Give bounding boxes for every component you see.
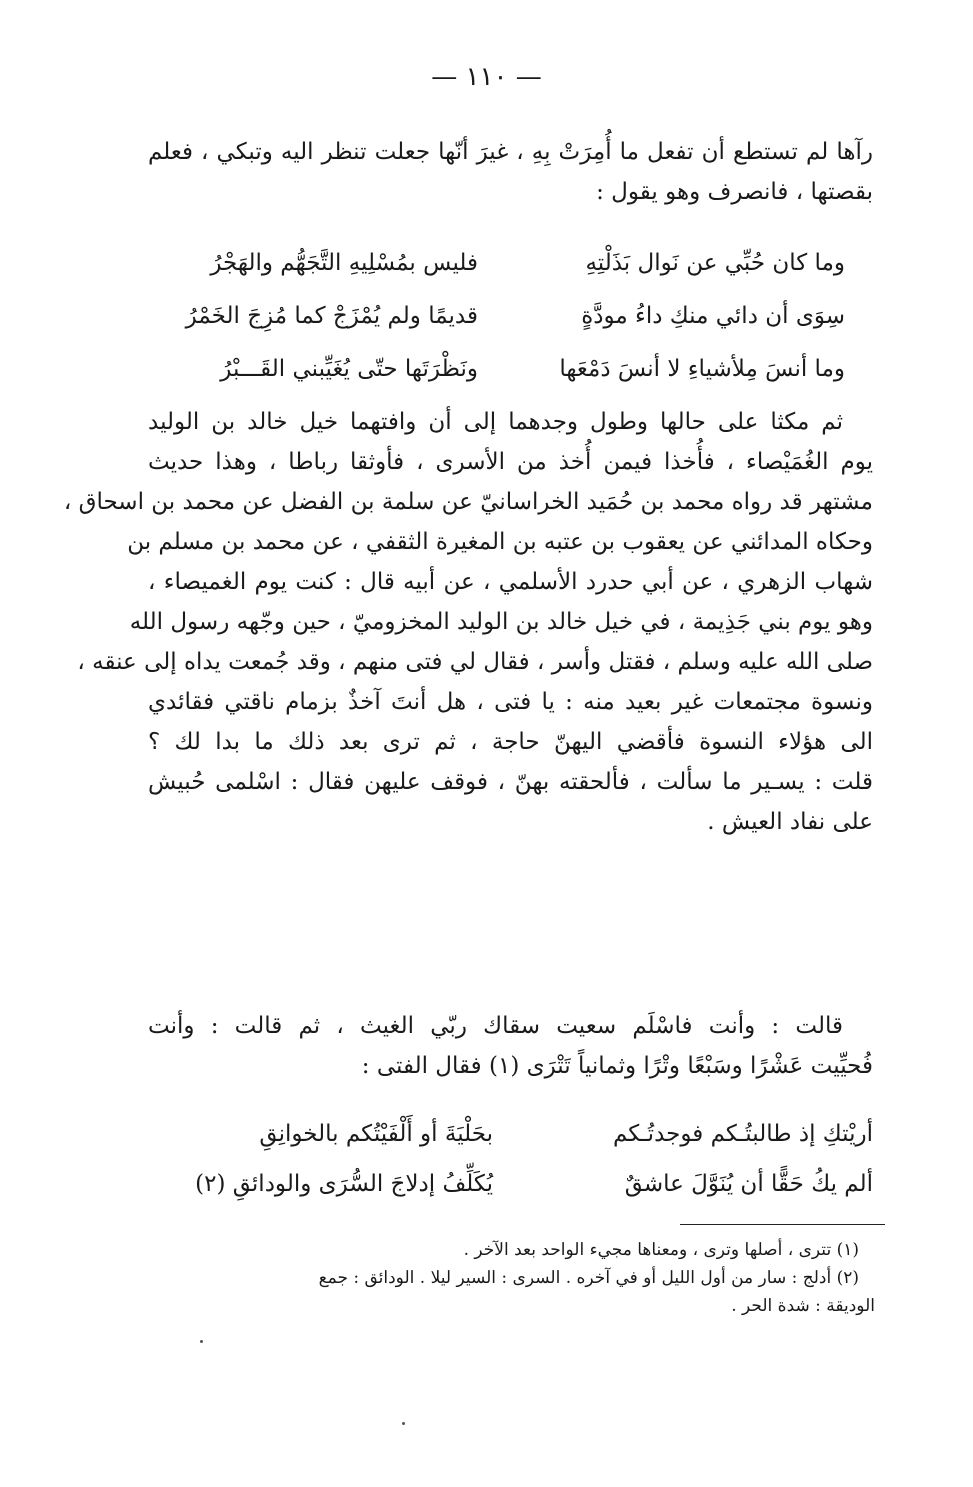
footnote-line: (٢) أدلج : سار من أول الليل أو في آخره . السرى : السير ليلا . الودائق : جمع [318, 1268, 859, 1288]
verse-first-hemistich: سِوَى أن دائي منكِ داءُ مودَّةٍ [581, 303, 845, 329]
verse-line [148, 349, 873, 389]
scan-speck [402, 1422, 405, 1425]
footnote-line: الوديقة : شدة الحر . [731, 1296, 875, 1316]
page-number: — ١١٠ — [431, 62, 542, 92]
paragraph-1 [148, 132, 873, 212]
text-line: مشتهر قد رواه محمد بن حُمَيد الخراسانيّ عن سلمة بن الفضل عن محمد بن اسحاق ، [63, 489, 873, 515]
verse-line [148, 1164, 873, 1204]
text-line: على نفاد العيش . [707, 809, 873, 835]
text-line: قلت : يسـير ما سألت ، فألحقته بهنّ ، فوقف عليهن فقال : اسْلمى حُبيش [148, 769, 873, 795]
text-line: وهو يوم بني جَذِيمة ، في خيل خالد بن الوليد المخزوميّ ، حين وجّهه رسول الله [129, 609, 873, 635]
footnotes [150, 1236, 875, 1320]
verse-line [148, 1114, 873, 1154]
verse-second-hemistich: بحَلْيَةَ أو أَلْفَيْتُكم بالخوانِقِ [259, 1121, 493, 1147]
footnote-line: (١) تترى ، أصلها وترى ، ومعناها مجيء الواحد بعد الآخر . [463, 1240, 859, 1260]
verse-first-hemistich: ألم يكُ حَقًّا أن يُنَوَّلَ عاشقٌ [624, 1171, 873, 1197]
text-line: شهاب الزهري ، عن أبي حدرد الأسلمي ، عن أبيه قال : كنت يوم الغميصاء ، [148, 569, 873, 595]
verse-line [148, 243, 873, 283]
poem-2 [148, 1114, 873, 1204]
text-line: قالت : وأنت فاسْلَم سعيت سقاك ربّي الغيث ، ثم قالت : وأنت [148, 1013, 843, 1039]
paragraph-2 [63, 402, 873, 842]
verse-second-hemistich: قديمًا ولم يُمْزَجْ كما مُزِجَ الخَمْرُ [185, 303, 478, 329]
footnote-divider [680, 1224, 885, 1225]
paragraph-3 [148, 1006, 873, 1086]
poem-1 [148, 243, 873, 389]
scan-speck [200, 1340, 203, 1343]
text-line: رآها لم تستطع أن تفعل ما أُمِرَتْ بِهِ ، غيرَ أنّها جعلت تنظر اليه وتبكي ، فعلم [148, 139, 873, 165]
verse-first-hemistich: وما كان حُبِّي عن نَوال بَذَلْتِهِ [585, 250, 845, 276]
verse-first-hemistich: أريْتكِ إذ طالبتُـكم فوجدتُـكم [612, 1121, 873, 1147]
verse-second-hemistich: يُكَلِّفُ إدلاجَ السُّرَى والودائقِ (٢) [195, 1171, 493, 1197]
text-line: يوم الغُمَيْصاء ، فأُخذا فيمن أُخذ من الأسرى ، فأوثقا رباطا ، وهذا حديث [148, 449, 873, 475]
verse-line [148, 296, 873, 336]
text-line: ثم مكثا على حالها وطول وجدهما إلى أن وافتهما خيل خالد بن الوليد [148, 409, 843, 435]
verse-second-hemistich: ونَظْرَتَها حتّى يُغَيِّبني القَـــبْرُ [220, 356, 478, 382]
text-line: الى هؤلاء النسوة فأقضي اليهنّ حاجة ، ثم ترى بعد ذلك ما بدا لك ؟ [148, 729, 873, 755]
text-line: صلى الله عليه وسلم ، فقتل وأسر ، فقال لي فتى منهم ، وقد جُمعت يداه إلى عنقه ، [77, 649, 873, 675]
verse-second-hemistich: فليس بمُسْلِيهِ التَّجَهُّم والهَجْرُ [210, 250, 478, 276]
text-line: بقصتها ، فانصرف وهو يقول : [596, 179, 873, 205]
text-line: فُحيِّيت عَشْرًا وسَبْعًا وتْرًا وثمانياً تَتْرَى (١) فقال الفتى : [361, 1053, 873, 1079]
text-line: وحكاه المدائني عن يعقوب بن عتبه بن المغيرة الثقفي ، عن محمد بن مسلم بن [127, 529, 873, 555]
text-line: ونسوة مجتمعات غير بعيد منه : يا فتى ، هل أنتَ آخذٌ بزمام ناقتي فقائدي [148, 689, 873, 715]
verse-first-hemistich: وما أنسَ مِلأشياءِ لا أنسَ دَمْعَها [559, 356, 845, 382]
